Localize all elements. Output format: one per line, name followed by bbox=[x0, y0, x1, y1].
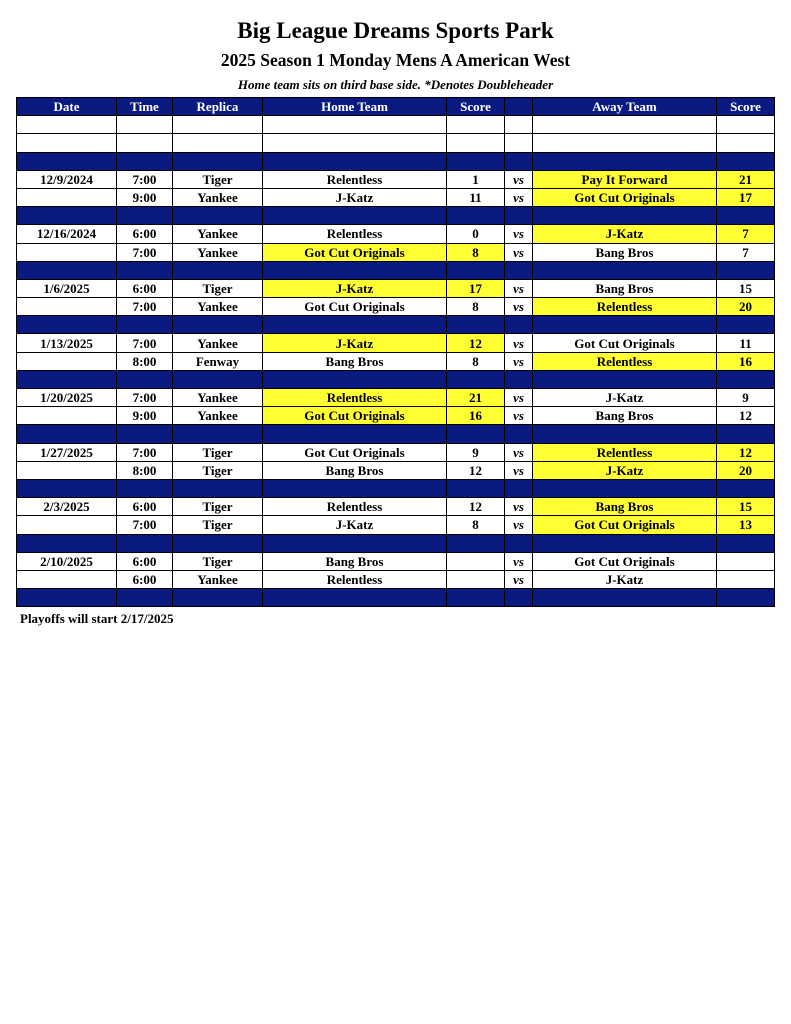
away-team: Got Cut Originals bbox=[533, 334, 717, 352]
separator-cell bbox=[17, 589, 117, 607]
vs-label: vs bbox=[505, 407, 533, 425]
vs-label: vs bbox=[505, 516, 533, 534]
week-separator bbox=[17, 316, 775, 334]
game-replica-field: Tiger bbox=[173, 498, 263, 516]
away-team: J-Katz bbox=[533, 461, 717, 479]
game-replica-field: Tiger bbox=[173, 461, 263, 479]
game-date: 2/3/2025 bbox=[17, 498, 117, 516]
separator-cell bbox=[447, 425, 505, 443]
vs-label: vs bbox=[505, 243, 533, 261]
away-team: Got Cut Originals bbox=[533, 552, 717, 570]
schedule-note: Home team sits on third base side. *Denotes Doubleheader bbox=[237, 77, 554, 92]
vs-label: vs bbox=[505, 225, 533, 243]
game-time: 7:00 bbox=[117, 516, 173, 534]
separator-cell bbox=[717, 152, 775, 170]
away-score: 16 bbox=[717, 352, 775, 370]
game-row bbox=[17, 498, 775, 516]
game-replica-field: Yankee bbox=[173, 243, 263, 261]
away-score: 13 bbox=[717, 516, 775, 534]
separator-cell bbox=[533, 479, 717, 497]
game-date: 12/16/2024 bbox=[17, 225, 117, 243]
game-row bbox=[17, 298, 775, 316]
separator-cell bbox=[505, 589, 533, 607]
away-team: Bang Bros bbox=[533, 279, 717, 297]
season-subtitle: 2025 Season 1 Monday Mens A American West bbox=[220, 50, 571, 70]
home-team: J-Katz bbox=[263, 334, 447, 352]
separator-cell bbox=[505, 479, 533, 497]
home-team: Got Cut Originals bbox=[263, 298, 447, 316]
away-team: Bang Bros bbox=[533, 243, 717, 261]
away-score: 11 bbox=[717, 334, 775, 352]
separator-cell bbox=[447, 479, 505, 497]
game-time: 6:00 bbox=[117, 570, 173, 588]
separator-cell bbox=[173, 316, 263, 334]
separator-cell bbox=[173, 261, 263, 279]
game-replica-field: Yankee bbox=[173, 570, 263, 588]
home-team: Bang Bros bbox=[263, 352, 447, 370]
game-replica-field: Tiger bbox=[173, 552, 263, 570]
separator-cell bbox=[263, 589, 447, 607]
separator-cell bbox=[17, 261, 117, 279]
separator-cell bbox=[505, 207, 533, 225]
game-date: 1/27/2025 bbox=[17, 443, 117, 461]
home-score: 8 bbox=[447, 516, 505, 534]
game-row bbox=[17, 352, 775, 370]
col-header-away-score: Score bbox=[717, 98, 775, 116]
vs-label: vs bbox=[505, 389, 533, 407]
separator-cell bbox=[117, 589, 173, 607]
away-team: J-Katz bbox=[533, 570, 717, 588]
game-date bbox=[17, 461, 117, 479]
game-date: 12/9/2024 bbox=[17, 170, 117, 188]
vs-label: vs bbox=[505, 298, 533, 316]
home-score: 12 bbox=[447, 334, 505, 352]
separator-cell bbox=[505, 425, 533, 443]
separator-cell bbox=[447, 589, 505, 607]
home-score bbox=[447, 570, 505, 588]
separator-cell bbox=[533, 261, 717, 279]
separator-cell bbox=[505, 534, 533, 552]
separator-cell bbox=[717, 370, 775, 388]
away-team: Got Cut Originals bbox=[533, 188, 717, 206]
away-team: Relentless bbox=[533, 443, 717, 461]
home-score: 12 bbox=[447, 498, 505, 516]
col-header-vs bbox=[505, 98, 533, 116]
separator-cell bbox=[17, 207, 117, 225]
week-separator bbox=[17, 589, 775, 607]
separator-cell bbox=[533, 534, 717, 552]
home-score: 8 bbox=[447, 352, 505, 370]
game-date bbox=[17, 516, 117, 534]
home-team: Relentless bbox=[263, 225, 447, 243]
game-time: 8:00 bbox=[117, 352, 173, 370]
away-team: Relentless bbox=[533, 352, 717, 370]
game-time: 7:00 bbox=[117, 298, 173, 316]
away-team: Bang Bros bbox=[533, 498, 717, 516]
away-team: J-Katz bbox=[533, 389, 717, 407]
game-replica-field: Fenway bbox=[173, 352, 263, 370]
game-row bbox=[17, 407, 775, 425]
schedule-table bbox=[16, 97, 775, 607]
separator-cell bbox=[533, 207, 717, 225]
away-score: 20 bbox=[717, 298, 775, 316]
game-replica-field: Tiger bbox=[173, 279, 263, 297]
home-score: 8 bbox=[447, 298, 505, 316]
separator-cell bbox=[263, 370, 447, 388]
game-row bbox=[17, 552, 775, 570]
col-header-away-team: Away Team bbox=[533, 98, 717, 116]
game-time: 6:00 bbox=[117, 225, 173, 243]
separator-cell bbox=[173, 479, 263, 497]
game-time: 6:00 bbox=[117, 552, 173, 570]
game-date bbox=[17, 298, 117, 316]
page-title: Big League Dreams Sports Park bbox=[237, 18, 554, 43]
separator-cell bbox=[117, 534, 173, 552]
game-row bbox=[17, 188, 775, 206]
away-score: 7 bbox=[717, 243, 775, 261]
game-replica-field: Tiger bbox=[173, 170, 263, 188]
separator-cell bbox=[263, 316, 447, 334]
separator-cell bbox=[447, 152, 505, 170]
game-date bbox=[17, 188, 117, 206]
week-separator bbox=[17, 534, 775, 552]
week-separator bbox=[17, 425, 775, 443]
separator-cell bbox=[505, 261, 533, 279]
vs-label: vs bbox=[505, 334, 533, 352]
home-score bbox=[447, 552, 505, 570]
separator-cell bbox=[17, 425, 117, 443]
game-time: 8:00 bbox=[117, 461, 173, 479]
home-team: J-Katz bbox=[263, 188, 447, 206]
separator-cell bbox=[173, 589, 263, 607]
col-header-replica: Replica bbox=[173, 98, 263, 116]
separator-cell bbox=[173, 370, 263, 388]
game-date bbox=[17, 570, 117, 588]
game-time: 6:00 bbox=[117, 279, 173, 297]
separator-cell bbox=[173, 207, 263, 225]
away-score bbox=[717, 552, 775, 570]
separator-cell bbox=[173, 152, 263, 170]
separator-cell bbox=[117, 316, 173, 334]
away-score: 7 bbox=[717, 225, 775, 243]
home-score: 17 bbox=[447, 279, 505, 297]
schedule-body bbox=[17, 116, 775, 607]
separator-cell bbox=[263, 152, 447, 170]
separator-cell bbox=[447, 316, 505, 334]
away-score bbox=[717, 570, 775, 588]
separator-cell bbox=[263, 425, 447, 443]
separator-cell bbox=[447, 207, 505, 225]
away-score: 17 bbox=[717, 188, 775, 206]
vs-label: vs bbox=[505, 170, 533, 188]
separator-cell bbox=[717, 316, 775, 334]
game-row bbox=[17, 570, 775, 588]
separator-cell bbox=[533, 152, 717, 170]
game-row bbox=[17, 279, 775, 297]
separator-cell bbox=[447, 261, 505, 279]
away-score: 9 bbox=[717, 389, 775, 407]
game-time: 7:00 bbox=[117, 389, 173, 407]
home-team: Got Cut Originals bbox=[263, 243, 447, 261]
vs-label: vs bbox=[505, 352, 533, 370]
home-score: 8 bbox=[447, 243, 505, 261]
separator-cell bbox=[263, 479, 447, 497]
separator-cell bbox=[117, 207, 173, 225]
header-row bbox=[17, 98, 775, 116]
away-team: Got Cut Originals bbox=[533, 516, 717, 534]
game-date: 1/20/2025 bbox=[17, 389, 117, 407]
separator-cell bbox=[505, 370, 533, 388]
col-header-home-team: Home Team bbox=[263, 98, 447, 116]
away-team: Bang Bros bbox=[533, 407, 717, 425]
vs-label: vs bbox=[505, 188, 533, 206]
separator-cell bbox=[717, 261, 775, 279]
away-score: 20 bbox=[717, 461, 775, 479]
away-team: Pay It Forward bbox=[533, 170, 717, 188]
game-date bbox=[17, 352, 117, 370]
game-replica-field: Tiger bbox=[173, 516, 263, 534]
separator-cell bbox=[533, 370, 717, 388]
game-date: 1/13/2025 bbox=[17, 334, 117, 352]
home-team: J-Katz bbox=[263, 516, 447, 534]
vs-label: vs bbox=[505, 461, 533, 479]
vs-label: vs bbox=[505, 570, 533, 588]
separator-cell bbox=[717, 479, 775, 497]
col-header-time: Time bbox=[117, 98, 173, 116]
home-score: 12 bbox=[447, 461, 505, 479]
separator-cell bbox=[717, 425, 775, 443]
away-team: Relentless bbox=[533, 298, 717, 316]
game-time: 9:00 bbox=[117, 188, 173, 206]
game-replica-field: Yankee bbox=[173, 389, 263, 407]
separator-cell bbox=[17, 370, 117, 388]
week-separator bbox=[17, 370, 775, 388]
away-team: J-Katz bbox=[533, 225, 717, 243]
week-separator bbox=[17, 479, 775, 497]
game-row bbox=[17, 389, 775, 407]
separator-cell bbox=[533, 425, 717, 443]
separator-cell bbox=[117, 152, 173, 170]
game-row bbox=[17, 170, 775, 188]
blank-row bbox=[17, 134, 775, 152]
game-row bbox=[17, 334, 775, 352]
col-header-date: Date bbox=[17, 98, 117, 116]
game-row bbox=[17, 243, 775, 261]
separator-cell bbox=[263, 207, 447, 225]
separator-cell bbox=[117, 425, 173, 443]
week-separator bbox=[17, 207, 775, 225]
col-header-home-score: Score bbox=[447, 98, 505, 116]
game-time: 7:00 bbox=[117, 443, 173, 461]
home-score: 16 bbox=[447, 407, 505, 425]
home-score: 21 bbox=[447, 389, 505, 407]
separator-cell bbox=[17, 152, 117, 170]
game-time: 7:00 bbox=[117, 170, 173, 188]
game-time: 6:00 bbox=[117, 498, 173, 516]
playoffs-note: Playoffs will start 2/17/2025 bbox=[20, 611, 174, 626]
game-row bbox=[17, 516, 775, 534]
home-team: Got Cut Originals bbox=[263, 407, 447, 425]
game-time: 9:00 bbox=[117, 407, 173, 425]
home-team: Bang Bros bbox=[263, 552, 447, 570]
home-team: Relentless bbox=[263, 170, 447, 188]
separator-cell bbox=[17, 316, 117, 334]
separator-cell bbox=[173, 425, 263, 443]
separator-cell bbox=[533, 316, 717, 334]
separator-cell bbox=[17, 534, 117, 552]
home-team: Relentless bbox=[263, 570, 447, 588]
separator-cell bbox=[533, 589, 717, 607]
separator-cell bbox=[117, 479, 173, 497]
separator-cell bbox=[117, 370, 173, 388]
away-score: 15 bbox=[717, 498, 775, 516]
separator-cell bbox=[173, 534, 263, 552]
away-score: 12 bbox=[717, 407, 775, 425]
week-separator bbox=[17, 152, 775, 170]
week-separator bbox=[17, 261, 775, 279]
separator-cell bbox=[717, 207, 775, 225]
vs-label: vs bbox=[505, 552, 533, 570]
game-row bbox=[17, 225, 775, 243]
separator-cell bbox=[263, 261, 447, 279]
separator-cell bbox=[447, 534, 505, 552]
away-score: 21 bbox=[717, 170, 775, 188]
blank-row bbox=[17, 116, 775, 134]
game-date bbox=[17, 243, 117, 261]
game-replica-field: Yankee bbox=[173, 225, 263, 243]
separator-cell bbox=[117, 261, 173, 279]
game-replica-field: Yankee bbox=[173, 334, 263, 352]
separator-cell bbox=[717, 534, 775, 552]
away-score: 12 bbox=[717, 443, 775, 461]
game-time: 7:00 bbox=[117, 334, 173, 352]
separator-cell bbox=[447, 370, 505, 388]
separator-cell bbox=[717, 589, 775, 607]
game-replica-field: Tiger bbox=[173, 443, 263, 461]
home-team: J-Katz bbox=[263, 279, 447, 297]
vs-label: vs bbox=[505, 443, 533, 461]
separator-cell bbox=[263, 534, 447, 552]
game-date: 2/10/2025 bbox=[17, 552, 117, 570]
away-score: 15 bbox=[717, 279, 775, 297]
game-row bbox=[17, 443, 775, 461]
separator-cell bbox=[17, 479, 117, 497]
home-team: Relentless bbox=[263, 389, 447, 407]
home-team: Got Cut Originals bbox=[263, 443, 447, 461]
game-replica-field: Yankee bbox=[173, 188, 263, 206]
home-score: 11 bbox=[447, 188, 505, 206]
game-replica-field: Yankee bbox=[173, 298, 263, 316]
vs-label: vs bbox=[505, 498, 533, 516]
game-row bbox=[17, 461, 775, 479]
game-date bbox=[17, 407, 117, 425]
separator-cell bbox=[505, 316, 533, 334]
home-score: 0 bbox=[447, 225, 505, 243]
home-team: Relentless bbox=[263, 498, 447, 516]
separator-cell bbox=[505, 152, 533, 170]
home-score: 1 bbox=[447, 170, 505, 188]
game-date: 1/6/2025 bbox=[17, 279, 117, 297]
vs-label: vs bbox=[505, 279, 533, 297]
home-team: Bang Bros bbox=[263, 461, 447, 479]
home-score: 9 bbox=[447, 443, 505, 461]
game-replica-field: Yankee bbox=[173, 407, 263, 425]
game-time: 7:00 bbox=[117, 243, 173, 261]
